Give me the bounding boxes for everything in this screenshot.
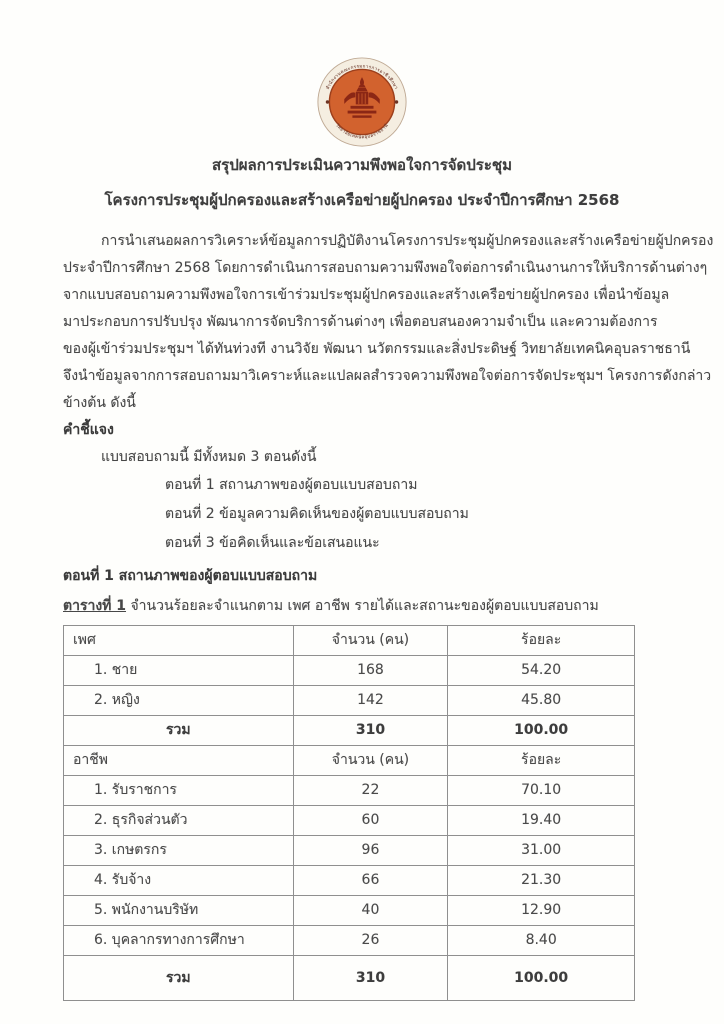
row-count: 142 — [293, 686, 448, 716]
count-column-header: จำนวน (คน) — [293, 746, 448, 776]
seal-left-dot — [326, 100, 329, 103]
row-label: 3. เกษตรกร — [64, 836, 294, 866]
row-count: 96 — [293, 836, 448, 866]
row-count: 40 — [293, 896, 448, 926]
row-percent: 54.20 — [448, 656, 635, 686]
intro-line: จึงนำข้อมูลจากการสอบถามมาวิเคราะห์และแปลผลสำรวจความพึงพอใจต่อการจัดประชุมฯ โครงการดังกล่าว — [63, 368, 712, 384]
total-count: 310 — [293, 956, 448, 1001]
intro-line: ประจำปีการศึกษา 2568 โดยการดำเนินการสอบถามความพึงพอใจต่อการดำเนินงานการให้บริการด้านต่างๆ — [63, 260, 708, 276]
row-label: 1. ชาย — [64, 656, 294, 686]
count-column-header: จำนวน (คน) — [293, 626, 448, 656]
table-row — [64, 866, 635, 896]
occupation-section-header: อาชีพ — [64, 746, 294, 776]
percent-column-header: ร้อยละ — [448, 746, 635, 776]
row-label: 2. ธุรกิจส่วนตัว — [64, 806, 294, 836]
table-row — [64, 836, 635, 866]
instructions-item-2: ตอนที่ 2 ข้อมูลความคิดเห็นของผู้ตอบแบบสอบถาม — [165, 506, 469, 522]
table1-caption-label: ตารางที่ 1 — [63, 598, 127, 614]
table-row — [64, 896, 635, 926]
demographics-table — [63, 625, 635, 1001]
document-title-line2: โครงการประชุมผู้ปกครองและสร้างเครือข่ายผู้ปกครอง ประจำปีการศึกษา 2568 — [104, 191, 620, 209]
occupation-total-row — [64, 956, 635, 1001]
instructions-heading: คำชี้แจง — [63, 422, 114, 438]
seal-right-dot — [395, 100, 398, 103]
seal-ring-text-top: สำนักงานคณะกรรมการการอาชีวศึกษา — [325, 64, 399, 91]
row-percent: 12.90 — [448, 896, 635, 926]
row-percent: 21.30 — [448, 866, 635, 896]
percent-column-header: ร้อยละ — [448, 626, 635, 656]
college-seal-logo — [314, 56, 410, 148]
row-label: 6. บุคลากรทางการศึกษา — [64, 926, 294, 956]
row-label: 2. หญิง — [64, 686, 294, 716]
table-row — [64, 926, 635, 956]
intro-line: มาประกอบการปรับปรุง พัฒนาการจัดบริการด้านต่างๆ เพื่อตอบสนองความจำเป็น และความต้องการ — [63, 314, 658, 330]
total-percent: 100.00 — [448, 956, 635, 1001]
table1-caption-text: จำนวนร้อยละจำแนกตาม เพศ อาชีพ รายได้และสถานะของผู้ตอบแบบสอบถาม — [130, 598, 599, 614]
intro-line: ของผู้เข้าร่วมประชุมฯ ได้ทันท่วงที งานวิจัย พัฒนา นวัตกรรมและสิ่งประดิษฐ์ วิทยาลัยเทคนิคอุบลราชธานี — [63, 341, 691, 357]
row-percent: 8.40 — [448, 926, 635, 956]
table-row — [64, 626, 635, 656]
row-percent: 70.10 — [448, 776, 635, 806]
row-percent: 31.00 — [448, 836, 635, 866]
table-row — [64, 746, 635, 776]
row-count: 22 — [293, 776, 448, 806]
row-label: 4. รับจ้าง — [64, 866, 294, 896]
row-count: 26 — [293, 926, 448, 956]
table-row — [64, 656, 635, 686]
total-count: 310 — [293, 716, 448, 746]
intro-line: จากแบบสอบถามความพึงพอใจการเข้าร่วมประชุมผู้ปกครองและสร้างเครือข่ายผู้ปกครอง เพื่อนำข้อมูล — [63, 287, 670, 303]
row-count: 66 — [293, 866, 448, 896]
instructions-item-3: ตอนที่ 3 ข้อคิดเห็นและข้อเสนอแนะ — [165, 535, 380, 551]
row-count: 60 — [293, 806, 448, 836]
document-body — [63, 228, 714, 1001]
table1-caption — [63, 592, 663, 620]
instructions-lead: แบบสอบถามนี้ มีทั้งหมด 3 ตอนดังนี้ — [101, 449, 317, 465]
gender-section-header: เพศ — [64, 626, 294, 656]
intro-line: การนำเสนอผลการวิเคราะห์ข้อมูลการปฏิบัติงานโครงการประชุมผู้ปกครองและสร้างเครือข่ายผู้ปกครอง — [101, 233, 714, 249]
table-row — [64, 686, 635, 716]
row-label: 1. รับราชการ — [64, 776, 294, 806]
row-percent: 45.80 — [448, 686, 635, 716]
row-count: 168 — [293, 656, 448, 686]
instructions-item-1: ตอนที่ 1 สถานภาพของผู้ตอบแบบสอบถาม — [165, 477, 418, 493]
table-row — [64, 806, 635, 836]
document-title-line1: สรุปผลการประเมินความพึงพอใจการจัดประชุม — [212, 156, 512, 174]
total-percent: 100.00 — [448, 716, 635, 746]
row-label: 5. พนักงานบริษัท — [64, 896, 294, 926]
total-label: รวม — [64, 716, 294, 746]
table-row — [64, 776, 635, 806]
seal-icon — [314, 56, 410, 148]
section1-heading: ตอนที่ 1 สถานภาพของผู้ตอบแบบสอบถาม — [63, 568, 318, 584]
seal-ring-text-bottom: วิทยาลัยเทคนิคอุบลราชธานี — [334, 123, 390, 141]
total-label: รวม — [64, 956, 294, 1001]
row-percent: 19.40 — [448, 806, 635, 836]
gender-total-row — [64, 716, 635, 746]
intro-line: ข้างต้น ดังนี้ — [63, 395, 136, 411]
